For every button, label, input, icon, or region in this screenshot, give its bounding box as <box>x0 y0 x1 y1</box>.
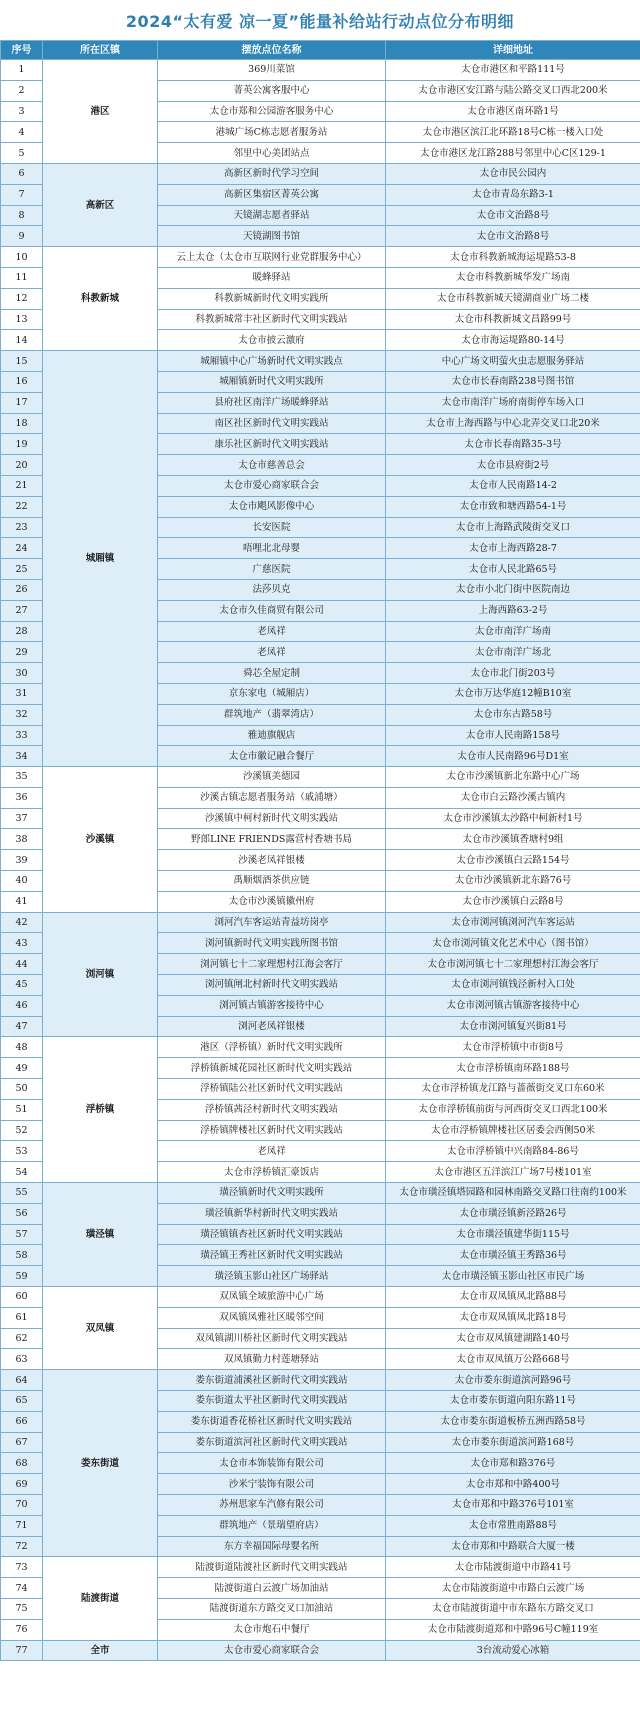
location-name: 太仓市飓风影像中心 <box>158 496 386 517</box>
address: 太仓市沙溪镇太沙路中柯新村1号 <box>386 808 640 829</box>
row-index: 24 <box>1 538 43 559</box>
location-name: 群筑地产（景瑞望府店） <box>158 1515 386 1536</box>
location-name: 天镜湖志愿者驿站 <box>158 205 386 226</box>
row-index: 14 <box>1 330 43 351</box>
row-index: 3 <box>1 101 43 122</box>
row-index: 62 <box>1 1328 43 1349</box>
row-index: 29 <box>1 642 43 663</box>
location-name: 苏州思家车汽修有限公司 <box>158 1494 386 1515</box>
address: 太仓市璜泾镇塔园路和园林南路交叉路口往南约100米 <box>386 1183 640 1204</box>
table-row <box>1 767 640 788</box>
location-name: 菁英公寓客服中心 <box>158 80 386 101</box>
row-index: 31 <box>1 683 43 704</box>
row-index: 63 <box>1 1349 43 1370</box>
address: 太仓市白云路沙溪古镇内 <box>386 787 640 808</box>
location-name: 老凤祥 <box>158 642 386 663</box>
address: 太仓市港区南环路1号 <box>386 101 640 122</box>
row-index: 55 <box>1 1183 43 1204</box>
address: 太仓市沙溪镇白云路154号 <box>386 850 640 871</box>
table-row <box>1 912 640 933</box>
row-index: 57 <box>1 1224 43 1245</box>
row-index: 11 <box>1 267 43 288</box>
location-name: 浮桥镇茜泾村新时代文明实践站 <box>158 1099 386 1120</box>
location-name: 璜泾镇玉影山社区广场驿站 <box>158 1266 386 1287</box>
address: 太仓市人民南路96号D1室 <box>386 746 640 767</box>
location-name: 唔哩北北母婴 <box>158 538 386 559</box>
location-name: 群筑地产（翡翠湾店） <box>158 704 386 725</box>
row-index: 40 <box>1 871 43 892</box>
row-index: 73 <box>1 1557 43 1578</box>
address: 太仓市港区五洋滨江广场7号楼101室 <box>386 1162 640 1183</box>
table-row <box>1 351 640 372</box>
location-name: 双凤镇湖川桥社区新时代文明实践站 <box>158 1328 386 1349</box>
address: 太仓市郑和中路400号 <box>386 1474 640 1495</box>
location-name: 娄东街道太平社区新时代文明实践站 <box>158 1391 386 1412</box>
address: 太仓市娄东街道滨河路168号 <box>386 1432 640 1453</box>
header-location-name: 摆放点位名称 <box>158 41 386 60</box>
address: 太仓市双凤镇凤北路18号 <box>386 1307 640 1328</box>
address: 太仓市沙溪镇白云路8号 <box>386 891 640 912</box>
row-index: 5 <box>1 143 43 164</box>
location-name: 浮桥镇牌楼社区新时代文明实践站 <box>158 1120 386 1141</box>
location-name: 高新区集宿区菁英公寓 <box>158 184 386 205</box>
location-name: 璜泾镇新时代文明实践所 <box>158 1183 386 1204</box>
row-index: 67 <box>1 1432 43 1453</box>
address: 太仓市双凤镇凤北路88号 <box>386 1287 640 1308</box>
address: 太仓市浮桥镇中市街8号 <box>386 1037 640 1058</box>
district-cell: 高新区 <box>43 163 158 246</box>
address: 太仓市娄东街道滨河路96号 <box>386 1370 640 1391</box>
location-name: 高新区新时代学习空间 <box>158 163 386 184</box>
location-name: 娄东街道香花桥社区新时代文明实践站 <box>158 1411 386 1432</box>
location-name: 陆渡街道白云渡广场加油站 <box>158 1578 386 1599</box>
address: 太仓市南洋广场北 <box>386 642 640 663</box>
address: 太仓市浏河镇钱泾新村入口处 <box>386 975 640 996</box>
row-index: 75 <box>1 1598 43 1619</box>
row-index: 25 <box>1 559 43 580</box>
location-name: 京东家电（城厢店） <box>158 683 386 704</box>
address: 太仓市郑和路376号 <box>386 1453 640 1474</box>
location-name: 城厢镇中心广场新时代文明实践点 <box>158 351 386 372</box>
location-name: 369川菜馆 <box>158 60 386 81</box>
district-cell: 科教新城 <box>43 247 158 351</box>
address: 太仓市文治路8号 <box>386 226 640 247</box>
district-cell: 浏河镇 <box>43 912 158 1037</box>
address: 太仓市海运堤路80-14号 <box>386 330 640 351</box>
row-index: 48 <box>1 1037 43 1058</box>
address: 太仓市上海西路28-7 <box>386 538 640 559</box>
location-name: 浏河老凤祥银楼 <box>158 1016 386 1037</box>
location-name: 东方幸福国际母婴名所 <box>158 1536 386 1557</box>
address: 太仓市浏河镇古镇游客接待中心 <box>386 995 640 1016</box>
row-index: 58 <box>1 1245 43 1266</box>
address: 太仓市浮桥镇中兴南路84-86号 <box>386 1141 640 1162</box>
location-name: 浏河镇闸北村新时代文明实践站 <box>158 975 386 996</box>
address: 太仓市浏河镇七十二家理想村江海会客厅 <box>386 954 640 975</box>
row-index: 70 <box>1 1494 43 1515</box>
address: 太仓市陆渡街道中市路41号 <box>386 1557 640 1578</box>
address: 太仓市万达华庭12幢B10室 <box>386 683 640 704</box>
location-name: 太仓市沙溪镇徽州府 <box>158 891 386 912</box>
location-name: 港区（浮桥镇）新时代文明实践所 <box>158 1037 386 1058</box>
row-index: 46 <box>1 995 43 1016</box>
row-index: 54 <box>1 1162 43 1183</box>
address: 太仓市璜泾镇王秀路36号 <box>386 1245 640 1266</box>
district-cell: 双凤镇 <box>43 1287 158 1370</box>
location-name: 野郎LINE FRIENDS露营村香塘书局 <box>158 829 386 850</box>
address: 太仓市科教新城华发广场南 <box>386 267 640 288</box>
header-index: 序号 <box>1 41 43 60</box>
location-name: 天镜湖图书馆 <box>158 226 386 247</box>
address: 太仓市长春南路238号图书馆 <box>386 371 640 392</box>
location-name: 浮桥镇陆公社区新时代文明实践站 <box>158 1079 386 1100</box>
row-index: 72 <box>1 1536 43 1557</box>
address: 太仓市浮桥镇南环路188号 <box>386 1058 640 1079</box>
row-index: 50 <box>1 1079 43 1100</box>
location-name: 浏河镇七十二家理想村江海会客厅 <box>158 954 386 975</box>
address: 太仓市北门街203号 <box>386 663 640 684</box>
location-name: 沙溪老凤祥银楼 <box>158 850 386 871</box>
location-name: 太仓市久佳商贸有限公司 <box>158 600 386 621</box>
location-name: 浏河镇古镇游客接待中心 <box>158 995 386 1016</box>
table-header-row <box>1 41 640 60</box>
location-name: 老凤祥 <box>158 1141 386 1162</box>
address: 太仓市港区滨江北环路18号C栋一楼入口处 <box>386 122 640 143</box>
location-name: 舜芯全屋定制 <box>158 663 386 684</box>
location-name: 科教新城新时代文明实践所 <box>158 288 386 309</box>
address: 太仓市浮桥镇龙江路与蔷薇街交叉口东60米 <box>386 1079 640 1100</box>
row-index: 66 <box>1 1411 43 1432</box>
address: 太仓市南洋广场府南街停车场入口 <box>386 392 640 413</box>
row-index: 64 <box>1 1370 43 1391</box>
address: 3台流动爱心冰箱 <box>386 1640 640 1661</box>
address: 太仓市浏河镇浏河汽车客运站 <box>386 912 640 933</box>
address: 太仓市南洋广场南 <box>386 621 640 642</box>
address: 太仓市浮桥镇前街与河西街交叉口西北100米 <box>386 1099 640 1120</box>
address: 太仓市上海路武陵街交叉口 <box>386 517 640 538</box>
row-index: 28 <box>1 621 43 642</box>
address: 太仓市民公园内 <box>386 163 640 184</box>
table-row <box>1 1370 640 1391</box>
address: 中心广场文明萤火虫志愿服务驿站 <box>386 351 640 372</box>
address: 太仓市陆渡街道郑和中路96号C幢119室 <box>386 1619 640 1640</box>
row-index: 36 <box>1 787 43 808</box>
table-row <box>1 163 640 184</box>
row-index: 34 <box>1 746 43 767</box>
row-index: 76 <box>1 1619 43 1640</box>
location-name: 璜泾镇王秀社区新时代文明实践站 <box>158 1245 386 1266</box>
address: 太仓市陆渡街道中市东路东方路交叉口 <box>386 1598 640 1619</box>
location-name: 禹顺烟酒茶供应链 <box>158 871 386 892</box>
district-cell: 城厢镇 <box>43 351 158 767</box>
location-name: 康乐社区新时代文明实践站 <box>158 434 386 455</box>
row-index: 59 <box>1 1266 43 1287</box>
page-title: 2024“太有爱 凉一夏”能量补给站行动点位分布明细 <box>0 0 640 40</box>
district-cell: 沙溪镇 <box>43 767 158 913</box>
row-index: 69 <box>1 1474 43 1495</box>
row-index: 35 <box>1 767 43 788</box>
location-name: 璜泾镇新华村新时代文明实践站 <box>158 1203 386 1224</box>
location-name: 沙溪镇美德园 <box>158 767 386 788</box>
row-index: 65 <box>1 1391 43 1412</box>
address: 太仓市常胜南路88号 <box>386 1515 640 1536</box>
address: 太仓市浏河镇文化艺术中心（图书馆） <box>386 933 640 954</box>
address: 太仓市东古路58号 <box>386 704 640 725</box>
address: 太仓市浮桥镇牌楼社区居委会西侧50米 <box>386 1120 640 1141</box>
address: 太仓市沙溪镇香塘村9组 <box>386 829 640 850</box>
location-name: 浮桥镇新城花园社区新时代文明实践站 <box>158 1058 386 1079</box>
location-name: 太仓市本饰装饰有限公司 <box>158 1453 386 1474</box>
row-index: 21 <box>1 475 43 496</box>
row-index: 45 <box>1 975 43 996</box>
row-index: 32 <box>1 704 43 725</box>
location-name: 双凤镇凤雅社区暖邻空间 <box>158 1307 386 1328</box>
location-name: 法莎贝克 <box>158 579 386 600</box>
row-index: 1 <box>1 60 43 81</box>
distribution-table <box>0 40 640 1661</box>
row-index: 60 <box>1 1287 43 1308</box>
row-index: 49 <box>1 1058 43 1079</box>
row-index: 38 <box>1 829 43 850</box>
row-index: 47 <box>1 1016 43 1037</box>
location-name: 浏河镇新时代文明实践所图书馆 <box>158 933 386 954</box>
row-index: 30 <box>1 663 43 684</box>
address: 太仓市璜泾镇新泾路26号 <box>386 1203 640 1224</box>
location-name: 邻里中心美团站点 <box>158 143 386 164</box>
address: 太仓市致和塘西路54-1号 <box>386 496 640 517</box>
address: 太仓市长春南路35-3号 <box>386 434 640 455</box>
address: 太仓市璜泾镇建华街115号 <box>386 1224 640 1245</box>
row-index: 44 <box>1 954 43 975</box>
location-name: 陆渡街道东方路交叉口加油站 <box>158 1598 386 1619</box>
row-index: 56 <box>1 1203 43 1224</box>
address: 太仓市青岛东路3-1 <box>386 184 640 205</box>
address: 太仓市人民南路14-2 <box>386 475 640 496</box>
location-name: 双凤镇全域旅游中心广场 <box>158 1287 386 1308</box>
row-index: 68 <box>1 1453 43 1474</box>
row-index: 15 <box>1 351 43 372</box>
table-row <box>1 1287 640 1308</box>
row-index: 41 <box>1 891 43 912</box>
address: 太仓市港区和平路111号 <box>386 60 640 81</box>
location-name: 老凤祥 <box>158 621 386 642</box>
row-index: 51 <box>1 1099 43 1120</box>
address: 太仓市双凤镇万公路668号 <box>386 1349 640 1370</box>
address: 太仓市文治路8号 <box>386 205 640 226</box>
row-index: 20 <box>1 455 43 476</box>
row-index: 10 <box>1 247 43 268</box>
row-index: 8 <box>1 205 43 226</box>
location-name: 沙溪镇中柯村新时代文明实践站 <box>158 808 386 829</box>
address: 太仓市郑和中路376号101室 <box>386 1494 640 1515</box>
location-name: 太仓市爱心商家联合会 <box>158 475 386 496</box>
address: 太仓市璜泾镇玉影山社区市民广场 <box>386 1266 640 1287</box>
location-name: 太仓市炮石中餐厅 <box>158 1619 386 1640</box>
location-name: 沙米宁装饰有限公司 <box>158 1474 386 1495</box>
row-index: 74 <box>1 1578 43 1599</box>
district-cell: 璜泾镇 <box>43 1183 158 1287</box>
location-name: 双凤镇勤力村莲塘驿站 <box>158 1349 386 1370</box>
address: 太仓市上海西路与中心北弄交叉口北20米 <box>386 413 640 434</box>
row-index: 13 <box>1 309 43 330</box>
address: 太仓市人民南路158号 <box>386 725 640 746</box>
address: 太仓市娄东街道向阳东路11号 <box>386 1391 640 1412</box>
district-cell: 全市 <box>43 1640 158 1661</box>
district-cell: 港区 <box>43 60 158 164</box>
row-index: 22 <box>1 496 43 517</box>
row-index: 77 <box>1 1640 43 1661</box>
row-index: 17 <box>1 392 43 413</box>
table-row <box>1 1037 640 1058</box>
row-index: 7 <box>1 184 43 205</box>
row-index: 4 <box>1 122 43 143</box>
address: 太仓市浏河镇复兴街81号 <box>386 1016 640 1037</box>
address: 太仓市娄东街道板桥五洲西路58号 <box>386 1411 640 1432</box>
row-index: 19 <box>1 434 43 455</box>
address: 太仓市港区龙江路288号邻里中心C区129-1 <box>386 143 640 164</box>
row-index: 42 <box>1 912 43 933</box>
district-cell: 陆渡街道 <box>43 1557 158 1640</box>
header-address: 详细地址 <box>386 41 640 60</box>
row-index: 27 <box>1 600 43 621</box>
location-name: 雅迪旗舰店 <box>158 725 386 746</box>
row-index: 53 <box>1 1141 43 1162</box>
location-name: 科教新城常丰社区新时代文明实践站 <box>158 309 386 330</box>
address: 太仓市人民北路65号 <box>386 559 640 580</box>
location-name: 太仓市慈善总会 <box>158 455 386 476</box>
address: 太仓市港区安江路与陆公路交叉口西北200米 <box>386 80 640 101</box>
row-index: 6 <box>1 163 43 184</box>
address: 太仓市科教新城海运堤路53-8 <box>386 247 640 268</box>
table-row <box>1 60 640 81</box>
row-index: 16 <box>1 371 43 392</box>
row-index: 12 <box>1 288 43 309</box>
table-row <box>1 1557 640 1578</box>
location-name: 璜泾镇镇杏社区新时代文明实践站 <box>158 1224 386 1245</box>
row-index: 61 <box>1 1307 43 1328</box>
row-index: 43 <box>1 933 43 954</box>
location-name: 长安医院 <box>158 517 386 538</box>
location-name: 娄东街道浦溪社区新时代文明实践站 <box>158 1370 386 1391</box>
table-row <box>1 247 640 268</box>
address: 太仓市双凤镇建湖路140号 <box>386 1328 640 1349</box>
row-index: 33 <box>1 725 43 746</box>
row-index: 23 <box>1 517 43 538</box>
location-name: 广慈医院 <box>158 559 386 580</box>
district-cell: 浮桥镇 <box>43 1037 158 1183</box>
location-name: 太仓市浮桥镇汇豪饭店 <box>158 1162 386 1183</box>
row-index: 2 <box>1 80 43 101</box>
table-row <box>1 1183 640 1204</box>
location-name: 娄东街道滨河社区新时代文明实践站 <box>158 1432 386 1453</box>
address: 太仓市沙溪镇新北东路76号 <box>386 871 640 892</box>
location-name: 太仓市爱心商家联合会 <box>158 1640 386 1661</box>
table-row <box>1 1640 640 1661</box>
address: 上海西路63-2号 <box>386 600 640 621</box>
location-name: 暖蜂驿站 <box>158 267 386 288</box>
row-index: 18 <box>1 413 43 434</box>
address: 太仓市沙溪镇新北东路中心广场 <box>386 767 640 788</box>
location-name: 云上太仓（太仓市互联网行业党群服务中心） <box>158 247 386 268</box>
row-index: 37 <box>1 808 43 829</box>
location-name: 浏河汽车客运站青益坊岗亭 <box>158 912 386 933</box>
address: 太仓市县府街2号 <box>386 455 640 476</box>
location-name: 县府社区南洋广场暖蜂驿站 <box>158 392 386 413</box>
address: 太仓市郑和中路联合大厦一楼 <box>386 1536 640 1557</box>
location-name: 太仓市郑和公园游客服务中心 <box>158 101 386 122</box>
row-index: 71 <box>1 1515 43 1536</box>
table-body <box>1 60 640 1661</box>
row-index: 39 <box>1 850 43 871</box>
address: 太仓市科教新城文昌路99号 <box>386 309 640 330</box>
location-name: 南区社区新时代文明实践站 <box>158 413 386 434</box>
address: 太仓市陆渡街道中市路白云渡广场 <box>386 1578 640 1599</box>
row-index: 52 <box>1 1120 43 1141</box>
address: 太仓市小北门街中医院南边 <box>386 579 640 600</box>
location-name: 太仓市披云激府 <box>158 330 386 351</box>
address: 太仓市科教新城天镜湖商业广场二楼 <box>386 288 640 309</box>
row-index: 26 <box>1 579 43 600</box>
row-index: 9 <box>1 226 43 247</box>
location-name: 港城广场C栋志愿者服务站 <box>158 122 386 143</box>
location-name: 城厢镇新时代文明实践所 <box>158 371 386 392</box>
header-district: 所在区镇 <box>43 41 158 60</box>
location-name: 陆渡街道陆渡社区新时代文明实践站 <box>158 1557 386 1578</box>
location-name: 沙溪古镇志愿者服务站（戚浦塘） <box>158 787 386 808</box>
district-cell: 娄东街道 <box>43 1370 158 1557</box>
location-name: 太仓市徽记融合餐厅 <box>158 746 386 767</box>
